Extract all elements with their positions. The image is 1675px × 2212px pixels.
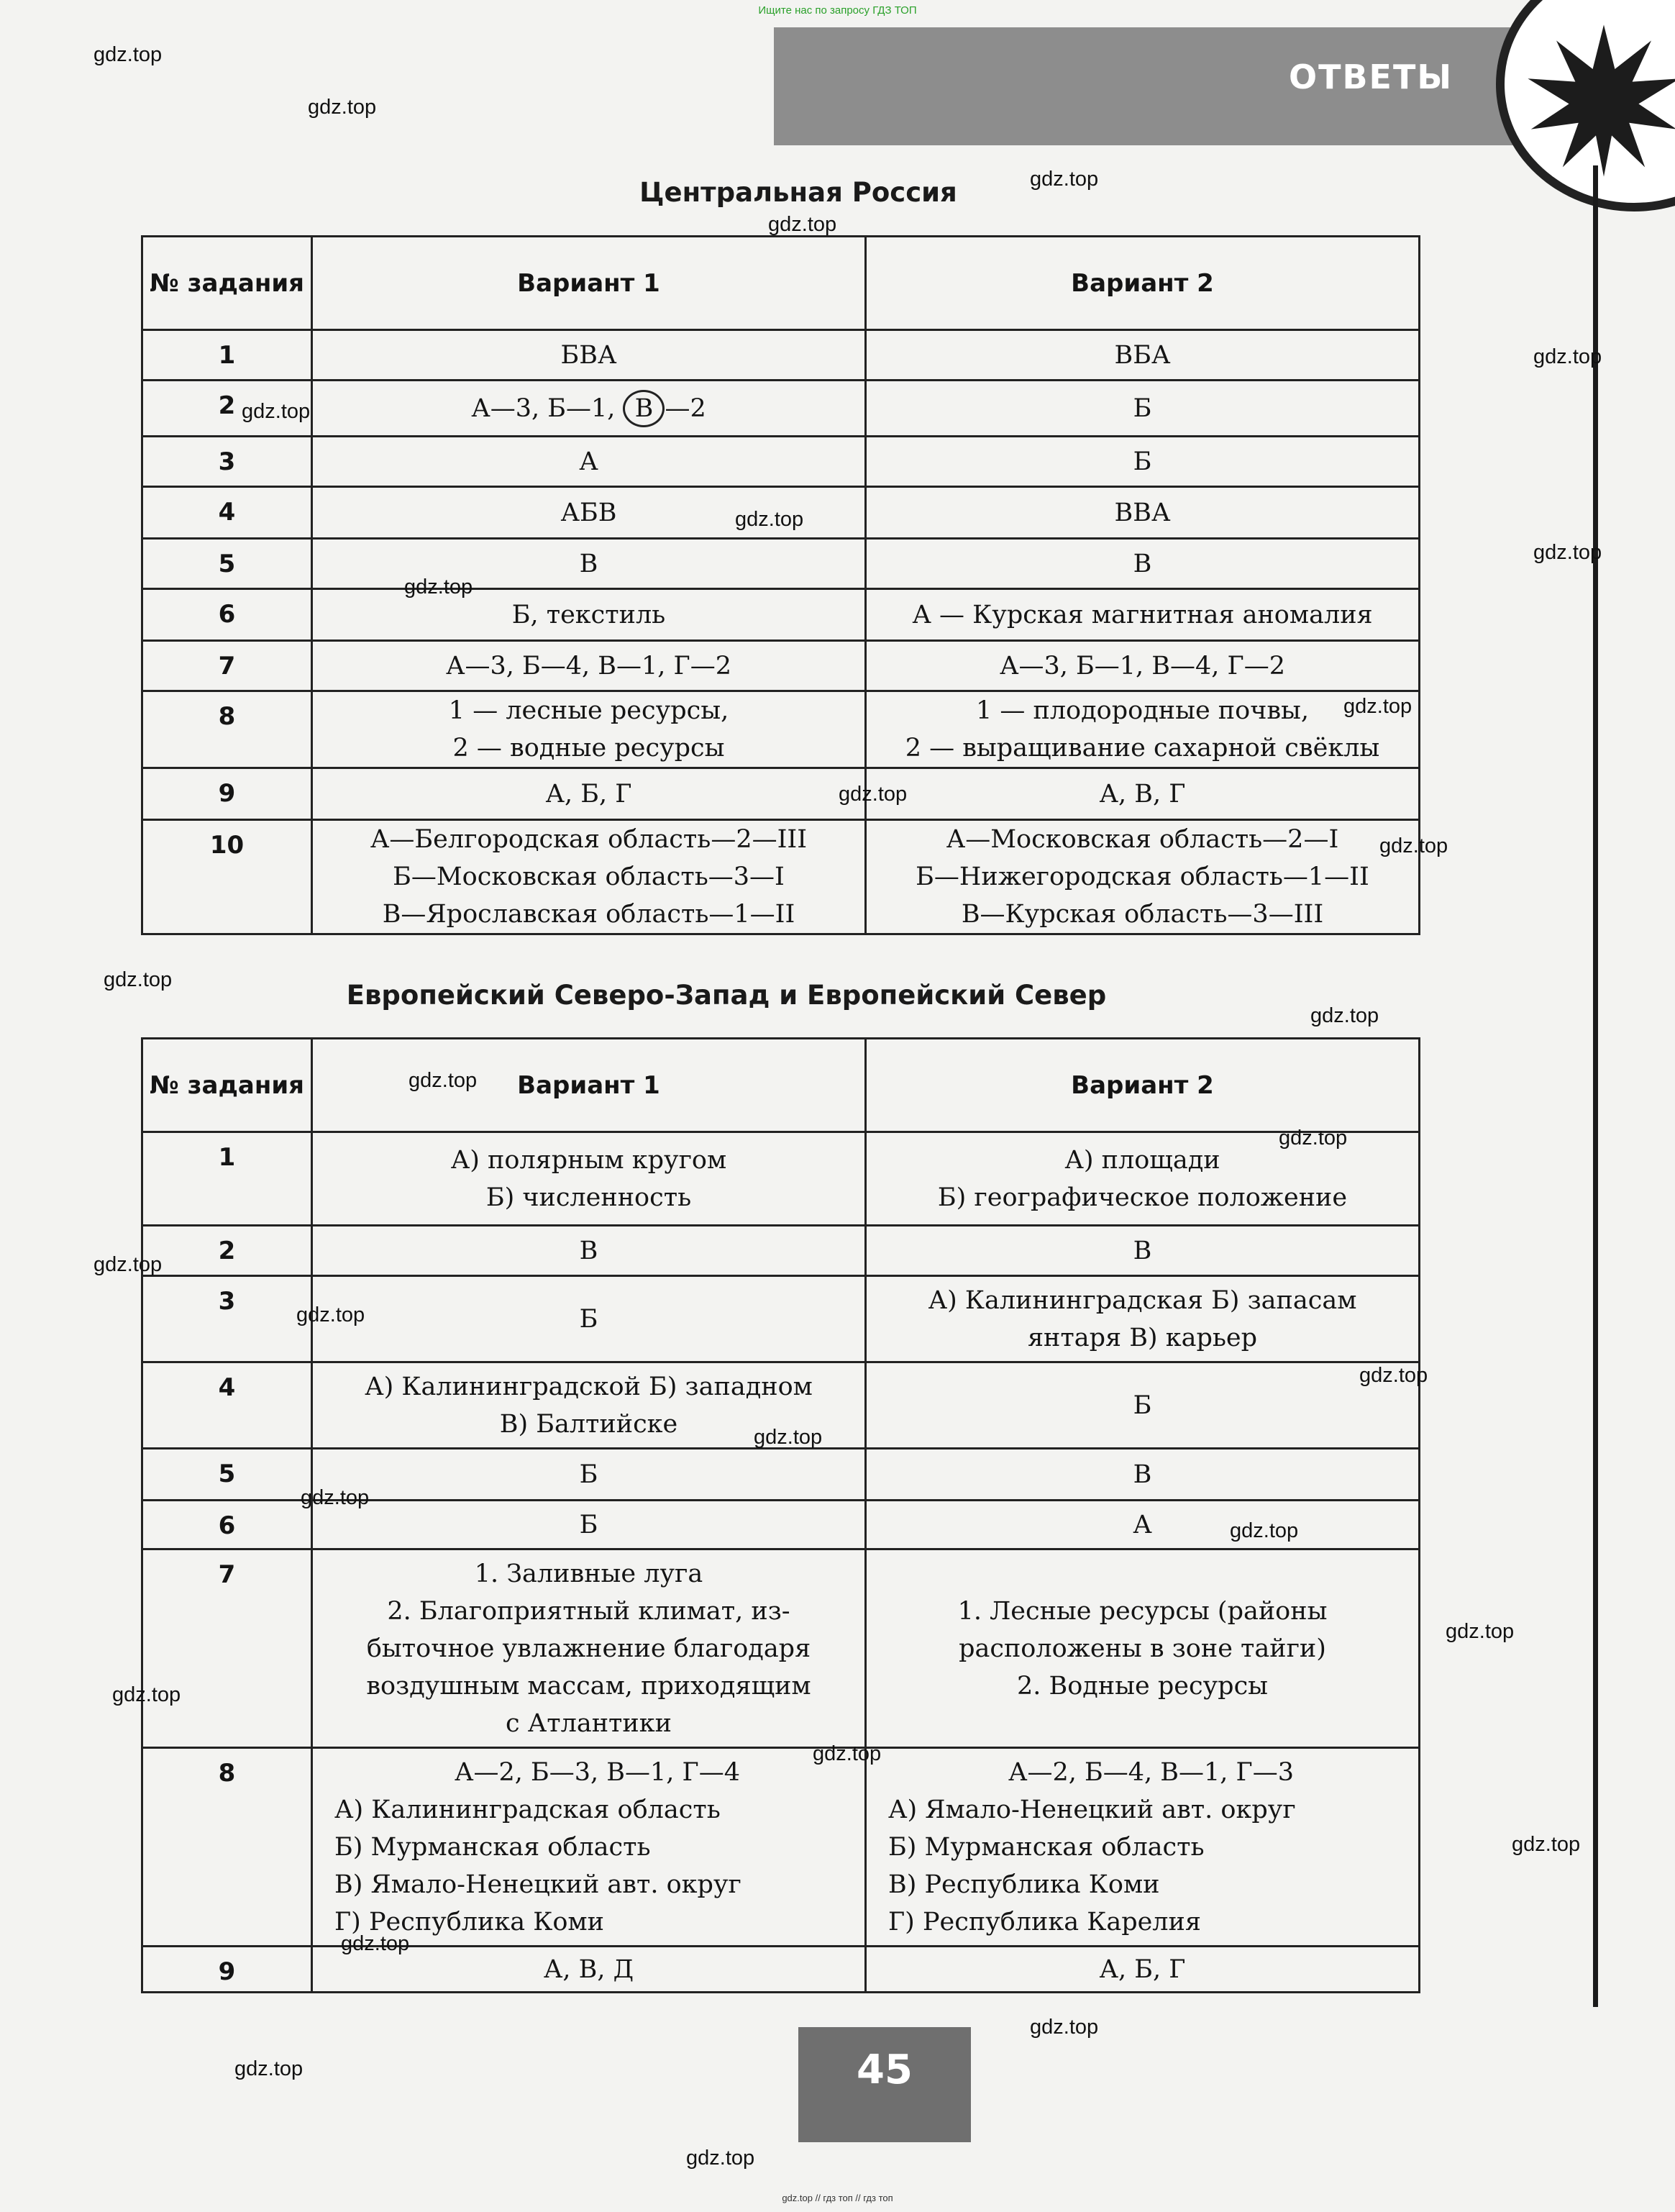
section-title-central-russia: Центральная Россия — [639, 177, 957, 208]
table-row — [142, 539, 1420, 589]
answer-v1 — [312, 1501, 866, 1549]
answer-line: Б — [579, 1510, 598, 1539]
answer-line: янтаря В) карьер — [1027, 1323, 1258, 1352]
answer-line: 1 — лесные ресурсы, — [448, 696, 729, 725]
answer-v1 — [312, 820, 866, 934]
answer-v2 — [866, 691, 1420, 768]
task-number: 7 — [142, 641, 312, 691]
answer-line: Б — [1133, 393, 1152, 423]
answer-line: Б) Мурманская область — [334, 1832, 651, 1862]
star-icon — [1525, 22, 1675, 180]
answer-v2 — [866, 487, 1420, 539]
task-number: 4 — [142, 1362, 312, 1449]
answer-line: 2 — выращивание сахарной свёклы — [905, 734, 1380, 763]
watermark: gdz.top — [1343, 695, 1412, 718]
answer-v2 — [866, 1748, 1420, 1947]
answer-line: Б — [1133, 1391, 1152, 1420]
column-header-v2: Вариант 2 — [866, 237, 1420, 330]
watermark: gdz.top — [296, 1303, 365, 1326]
table-row — [142, 691, 1420, 768]
task-number: 2 — [142, 1226, 312, 1276]
answer-v1 — [312, 1549, 866, 1748]
watermark: gdz.top — [1279, 1127, 1348, 1150]
watermark: gdz.top — [1030, 168, 1099, 191]
answer-v1 — [312, 768, 866, 820]
task-number: 8 — [142, 1748, 312, 1947]
answer-line: В — [1133, 1236, 1152, 1265]
header-title: ОТВЕТЫ — [1288, 58, 1453, 96]
watermark: gdz.top — [1533, 541, 1602, 564]
task-number: 9 — [142, 768, 312, 820]
task-number: 5 — [142, 1449, 312, 1501]
task-number: 6 — [142, 589, 312, 641]
answer-line: В — [1133, 1460, 1152, 1489]
answer-v2 — [866, 381, 1420, 437]
answer-line: А — Курская магнитная аномалия — [912, 600, 1373, 629]
watermark: gdz.top — [686, 2147, 755, 2170]
answer-head: А—2, Б—3, В—1, Г—4 — [455, 1757, 740, 1787]
answer-line: А—3, Б—4, В—1, Г—2 — [446, 651, 731, 681]
answer-line: Б — [1133, 447, 1152, 476]
answer-line: 1. Лесные ресурсы (районы — [957, 1596, 1328, 1626]
answer-line: А—Белгородская область—2—III — [370, 825, 808, 854]
answer-line: А, В, Д — [543, 1954, 634, 1984]
answer-line: быточное увлажнение благодаря — [366, 1634, 811, 1663]
answer-line: ВБА — [1114, 340, 1171, 370]
watermark: gdz.top — [234, 2057, 303, 2080]
table-row — [142, 1947, 1420, 1993]
answer-line: А—3, Б—1, В—4, Г—2 — [1000, 651, 1285, 681]
watermark: gdz.top — [341, 1932, 410, 1955]
answer-v1 — [312, 691, 866, 768]
answer-v2 — [866, 768, 1420, 820]
answer-line: 2. Благоприятный климат, из- — [387, 1596, 790, 1626]
answer-line: 1. Заливные луга — [474, 1559, 703, 1588]
answer-line: А, Б, Г — [545, 779, 632, 809]
answer-line: с Атлантики — [506, 1708, 672, 1738]
answer-line: 2 — водные ресурсы — [452, 734, 725, 763]
task-number: 1 — [142, 330, 312, 381]
answer-text: А—3, Б—1, — [471, 393, 624, 423]
table-row — [142, 330, 1420, 381]
watermark: gdz.top — [813, 1742, 882, 1765]
table-header-row — [142, 1039, 1420, 1132]
answers-table-north-west — [141, 1037, 1420, 1993]
table-header-row — [142, 237, 1420, 330]
watermark: gdz.top — [839, 783, 908, 806]
task-number: 6 — [142, 1501, 312, 1549]
answer-v1 — [312, 1276, 866, 1362]
watermark: gdz.top — [409, 1069, 478, 1092]
answer-v2 — [866, 1449, 1420, 1501]
table-row — [142, 1549, 1420, 1748]
watermark: gdz.top — [242, 400, 311, 423]
answer-line: А, В, Г — [1099, 779, 1186, 809]
answer-line: Г) Республика Коми — [334, 1907, 604, 1936]
answer-line: В — [579, 1236, 598, 1265]
task-number: 4 — [142, 487, 312, 539]
answer-line: Б) Мурманская область — [888, 1832, 1205, 1862]
answers-table-central-russia — [141, 235, 1420, 935]
answer-v1 — [312, 330, 866, 381]
column-header-num: № задания — [142, 237, 312, 330]
answer-line: В — [1133, 549, 1152, 578]
answer-line: А, Б, Г — [1099, 1954, 1186, 1984]
watermark: gdz.top — [768, 213, 837, 236]
section-title-north-west: Европейский Северо-Запад и Европейский Север — [346, 980, 1107, 1011]
answer-line: Г) Республика Карелия — [888, 1907, 1201, 1936]
watermark: gdz.top — [93, 1253, 163, 1276]
watermark: gdz.top — [1446, 1620, 1515, 1643]
answer-v1 — [312, 437, 866, 487]
watermark: gdz.top — [93, 43, 163, 66]
table-row — [142, 1132, 1420, 1226]
answer-v2 — [866, 1226, 1420, 1276]
watermark: gdz.top — [735, 508, 804, 531]
task-number: 8 — [142, 691, 312, 768]
task-number: 3 — [142, 1276, 312, 1362]
side-rule — [1593, 165, 1598, 2007]
table-row — [142, 437, 1420, 487]
answer-line: АБВ — [560, 498, 617, 527]
table-row — [142, 381, 1420, 437]
answer-line: Б — [579, 1460, 598, 1489]
column-header-num: № задания — [142, 1039, 312, 1132]
table-row — [142, 820, 1420, 934]
task-number: 3 — [142, 437, 312, 487]
task-number: 2 — [142, 381, 312, 437]
answer-line: Б) географическое положение — [937, 1183, 1348, 1212]
watermark: gdz.top — [1533, 345, 1602, 368]
watermark: gdz.top — [112, 1683, 181, 1706]
watermark: gdz.top — [1379, 834, 1448, 857]
top-note: Ищите нас по запросу ГДЗ ТОП — [758, 4, 917, 17]
answer-line: Б—Московская область—3—I — [393, 863, 785, 891]
page-number: 45 — [857, 2047, 913, 2093]
answer-v1 — [312, 1748, 866, 1947]
table-row — [142, 1226, 1420, 1276]
task-number: 5 — [142, 539, 312, 589]
answer-line: 2. Водные ресурсы — [1016, 1671, 1269, 1701]
answer-line: воздушным массам, приходящим — [366, 1671, 811, 1701]
answer-line: Б, текстиль — [511, 600, 666, 629]
answer-line: 1 — плодородные почвы, — [975, 696, 1310, 725]
answer-line: Б — [579, 1304, 598, 1334]
answer-v2 — [866, 589, 1420, 641]
answer-line: В) Балтийске — [499, 1409, 678, 1439]
bottom-note: gdz.top // гдз топ // гдз топ — [782, 2193, 893, 2203]
table-row — [142, 641, 1420, 691]
answer-v1 — [312, 641, 866, 691]
watermark: gdz.top — [1310, 1004, 1379, 1027]
answer-line: А) полярным кругом — [450, 1145, 727, 1175]
answer-line: В — [579, 549, 598, 578]
column-header-v1: Вариант 1 — [312, 237, 866, 330]
answer-line: Б) численность — [485, 1183, 692, 1212]
task-number: 9 — [142, 1947, 312, 1993]
watermark: gdz.top — [404, 575, 473, 598]
answer-v1 — [312, 1132, 866, 1226]
answer-v2 — [866, 539, 1420, 589]
answer-head: А—2, Б—4, В—1, Г—3 — [1008, 1757, 1294, 1787]
answer-line: Б—Нижегородская область—1—II — [916, 863, 1369, 891]
answer-line: А) Калининградская Б) запасам — [928, 1285, 1357, 1315]
watermark: gdz.top — [308, 96, 377, 119]
answer-line: А—Московская область—2—I — [946, 825, 1339, 854]
answer-text: —2 — [665, 393, 706, 423]
answer-v2 — [866, 641, 1420, 691]
answer-line: БВА — [560, 340, 617, 370]
table-row — [142, 768, 1420, 820]
watermark: gdz.top — [104, 968, 173, 991]
watermark: gdz.top — [1030, 2016, 1099, 2039]
answer-v2 — [866, 437, 1420, 487]
answer-v2 — [866, 1501, 1420, 1549]
answer-v2 — [866, 1276, 1420, 1362]
answer-line: В) Республика Коми — [888, 1870, 1160, 1899]
answer-v2 — [866, 820, 1420, 934]
answer-line: ВВА — [1114, 498, 1171, 527]
answer-line: А — [1133, 1510, 1152, 1539]
task-number: 1 — [142, 1132, 312, 1226]
table-row — [142, 1748, 1420, 1947]
table-row — [142, 589, 1420, 641]
answer-v2 — [866, 1362, 1420, 1449]
column-header-v1: Вариант 1 — [312, 1039, 866, 1132]
column-header-v2: Вариант 2 — [866, 1039, 1420, 1132]
answer-v1 — [312, 539, 866, 589]
watermark: gdz.top — [301, 1486, 370, 1509]
answer-line: А) Ямало-Ненецкий авт. округ — [888, 1795, 1296, 1824]
watermark: gdz.top — [1512, 1833, 1581, 1856]
watermark: gdz.top — [1359, 1364, 1428, 1387]
answer-line: А) площади — [1064, 1145, 1220, 1175]
answer-v1 — [312, 589, 866, 641]
answer-line: В—Ярославская область—1—II — [382, 900, 795, 929]
answer-line: А — [579, 447, 598, 476]
answer-line: А) Калининградской Б) западном — [365, 1372, 813, 1401]
watermark: gdz.top — [754, 1426, 823, 1449]
circled-letter: В — [623, 390, 665, 427]
task-number: 10 — [142, 820, 312, 934]
answer-v1 — [312, 1449, 866, 1501]
answer-line: В) Ямало-Ненецкий авт. округ — [334, 1870, 741, 1899]
answer-line: А) Калининградская область — [334, 1795, 721, 1824]
watermark: gdz.top — [1230, 1519, 1299, 1542]
answer-line: В—Курская область—3—III — [961, 900, 1324, 929]
answer-v2 — [866, 1947, 1420, 1993]
task-number: 7 — [142, 1549, 312, 1748]
answer-v1 — [312, 1226, 866, 1276]
answer-v2 — [866, 1549, 1420, 1748]
answer-v1 — [312, 381, 866, 437]
answer-v2 — [866, 330, 1420, 381]
answer-line: расположены в зоне тайги) — [959, 1634, 1326, 1663]
